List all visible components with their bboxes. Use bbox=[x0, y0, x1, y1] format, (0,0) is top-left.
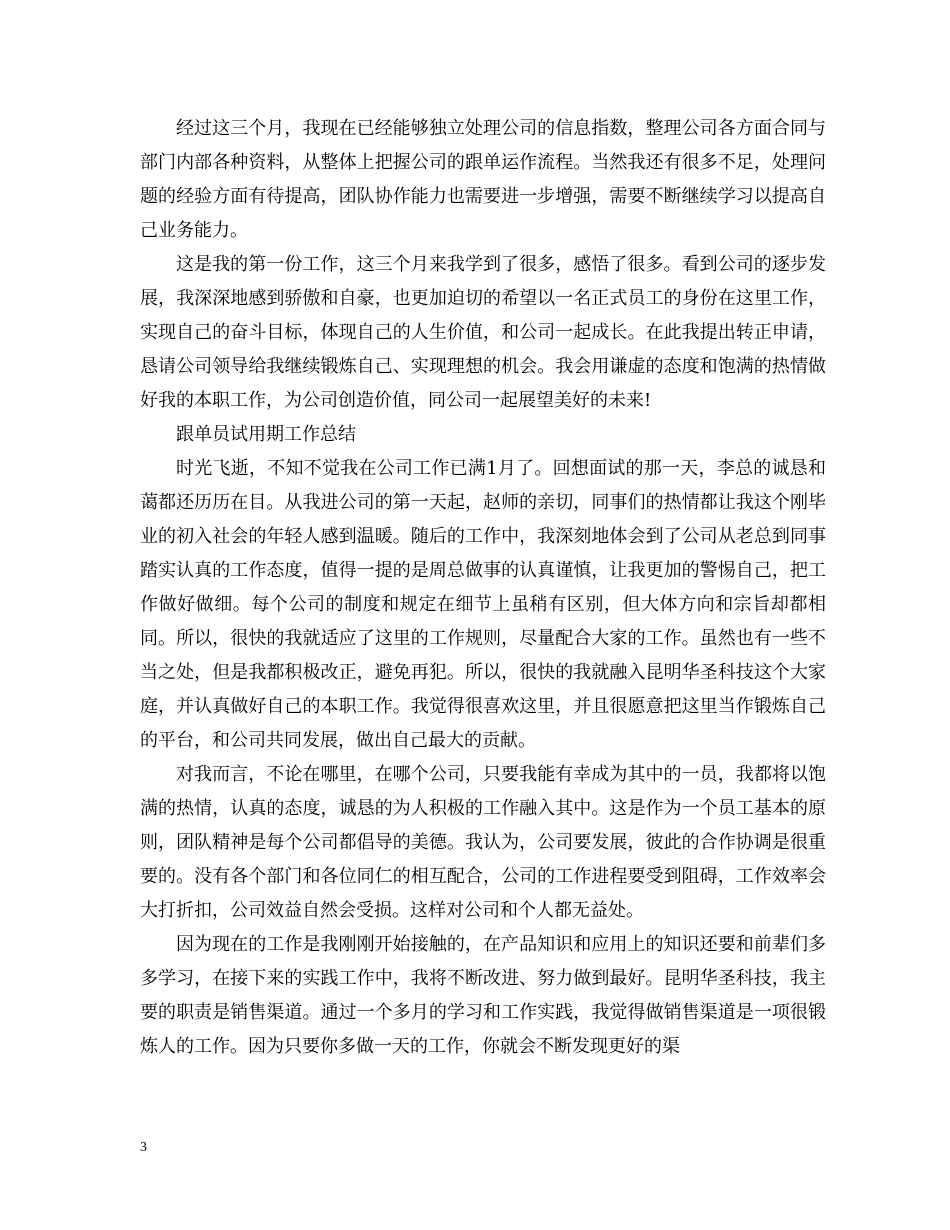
document-body bbox=[140, 112, 826, 1064]
page-number: 3 bbox=[140, 1140, 147, 1155]
section-title: 跟单员试用期工作总结 bbox=[176, 424, 356, 445]
paragraph: 对我而言，不论在哪里，在哪个公司，只要我能有幸成为其中的一员，我都将以饱满的热情，认真的态度，诚恳的为人积极的工作融入其中。这是作为一个员工基本的原则，团队精神是每个公司都倡导的美德。我认为，公司要发展，彼此的合作协调是很重要的。没有各个部门和各位同仁的相互配合，公司的工作进程要受到阻碍，工作效率会大打折扣，公司效益自然会受损。这样对公司和个人都无益处。 bbox=[140, 764, 826, 921]
paragraph: 这是我的第一份工作，这三个月来我学到了很多，感悟了很多。看到公司的逐步发展，我深深地感到骄傲和自豪，也更加迫切的希望以一名正式员工的身份在这里工作，实现自己的奋斗目标，体现自己的人生价值，和公司一起成长。在此我提出转正申请，恳请公司领导给我继续锻炼自己、实现理想的机会。我会用谦虚的态度和饱满的热情做好我的本职工作，为公司创造价值，同公司一起展望美好的未来! bbox=[140, 254, 826, 411]
paragraph: 时光飞逝，不知不觉我在公司工作已满1月了。回想面试的那一天，李总的诚恳和蔼都还历历在目。从我进公司的第一天起，赵师的亲切，同事们的热情都让我这个刚毕业的初入社会的年轻人感到温暖。随后的工作中，我深刻地体会到了公司从老总到同事踏实认真的工作态度，值得一提的是周总做事的认真谨慎，让我更加的警惕自己，把工作做好做细。每个公司的制度和规定在细节上虽稍有区别，但大体方向和宗旨却都相同。所以，很快的我就适应了这里的工作规则，尽量配合大家的工作。虽然也有一些不当之处，但是我都积极改正，避免再犯。所以，很快的我就融入昆明华圣科技这个大家庭，并认真做好自己的本职工作。我觉得很喜欢这里，并且很愿意把这里当作锻炼自己的平台，和公司共同发展，做出自己最大的贡献。 bbox=[140, 458, 826, 751]
paragraph: 经过这三个月，我现在已经能够独立处理公司的信息指数，整理公司各方面合同与部门内部各种资料，从整体上把握公司的跟单运作流程。当然我还有很多不足，处理问题的经验方面有待提高，团队协作能力也需要进一步增强，需要不断继续学习以提高自己业务能力。 bbox=[140, 118, 826, 241]
paragraph: 因为现在的工作是我刚刚开始接触的，在产品知识和应用上的知识还要和前辈们多多学习，在接下来的实践工作中，我将不断改进、努力做到最好。昆明华圣科技，我主要的职责是销售渠道。通过一个多月的学习和工作实践，我觉得做销售渠道是一项很锻炼人的工作。因为只要你多做一天的工作，你就会不断发现更好的渠 bbox=[140, 934, 826, 1057]
